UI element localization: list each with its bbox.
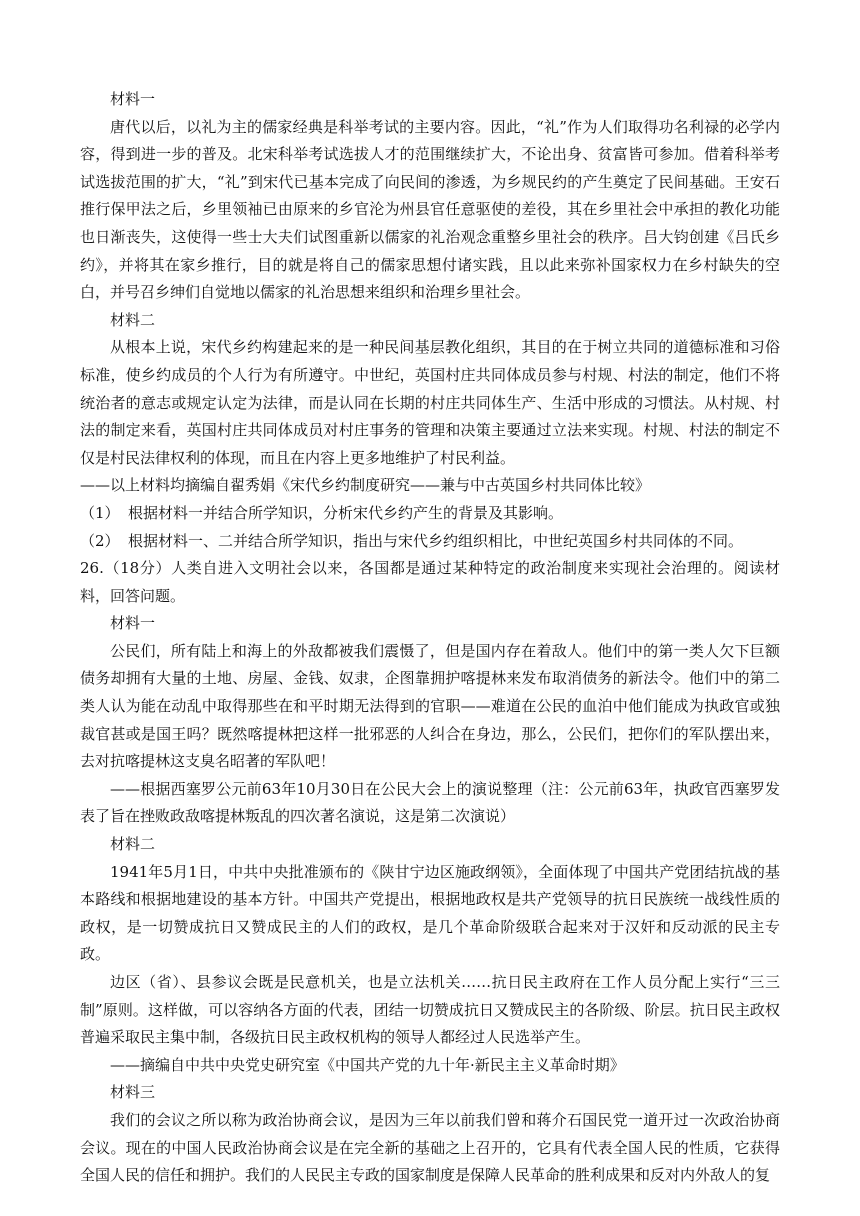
material-label-1: 材料一: [110, 614, 156, 633]
material-paragraph: 边区（省）、县参议会既是民意机关，也是立法机关……抗日民主政府在工作人员分配上实行“三三制”原则。这样做，可以容纳各方面的代表，团结一切赞成抗日又赞成民主的各阶级、阶层。抗日民主政权普遍采取民主集中制，各级抗日民主政权机构的领导人都经过人民选举产生。: [80, 973, 780, 1047]
material-label-3: 材料三: [110, 1083, 156, 1102]
question-number: （1）: [80, 503, 120, 522]
question-text: 根据材料一、二并结合所学知识，指出与宋代乡约组织相比，中世纪英国乡村共同体的不同。: [128, 531, 744, 550]
material-label-2: 材料二: [110, 835, 156, 854]
source-citation: ——根据西塞罗公元前63年10月30日在公民大会上的演说整理（注：公元前63年，执政官西塞罗发表了旨在挫败政敌喀提林叛乱的四次著名演说，这是第二次演说）: [80, 779, 780, 826]
material-label-2: 材料二: [110, 310, 156, 329]
material-paragraph: 唐代以后，以礼为主的儒家经典是科举考试的主要内容。因此，“礼”作为人们取得功名利禄的必学内容，得到进一步的普及。北宋科举考试选拔人才的范围继续扩大，不论出身、贫富皆可参加。借着科举考试选拔范围的扩大，“礼”到宋代已基本完成了向民间的渗透，为乡规民约的产生奠定了民间基础。王安石推行保甲法之后，乡里领袖已由原来的乡官沦为州县官任意驱使的差役，其在乡里社会中承担的教化功能也日渐丧失，这使得一些士大夫们试图重新以儒家的礼治观念重整乡里社会的秩序。吕大钧创建《吕氏乡约》，并将其在家乡推行，目的就是将自己的儒家思想付诸实践，且以此来弥补国家权力在乡村缺失的空白，并号召乡绅们自觉地以儒家的礼治思想来组织和治理乡里社会。: [80, 117, 780, 302]
question-text: 根据材料一并结合所学知识，分析宋代乡约产生的背景及其影响。: [128, 503, 564, 522]
material-paragraph: 我们的会议之所以称为政治协商会议，是因为三年以前我们曾和蒋介石国民党一道开过一次政治协商会议。现在的中国人民政治协商会议是在完全新的基础之上召开的，它具有代表全国人民的性质，它获得全国人民的信任和拥护。我们的人民民主专政的国家制度是保障人民革命的胜利成果和反对内外敌人的复: [80, 1110, 780, 1185]
source-citation: ——以上材料均摘编自翟秀娟《宋代乡约制度研究——兼与中古英国乡村共同体比较》: [80, 476, 651, 495]
question-item: [80, 500, 780, 528]
material-paragraph: 1941年5月1日，中共中央批准颁布的《陕甘宁边区施政纲领》，全面体现了中国共产党团结抗战的基本路线和根据地建设的基本方针。中国共产党提出，根据地政权是共产党领导的抗日民族统一战线性质的政权，是一切赞成抗日又赞成民主的人们的政权，是几个革命阶级联合起来对于汉奸和反动派的民主专政。: [80, 862, 780, 964]
exam-page: [80, 86, 780, 1190]
question-item: [80, 528, 780, 556]
question-heading-26: 26.（18分）人类自进入文明社会以来，各国都是通过某种特定的政治制度来实现社会治理的。阅读材料，回答问题。: [80, 559, 780, 605]
material-paragraph: 从根本上说，宋代乡约构建起来的是一种民间基层教化组织，其目的在于树立共同的道德标准和习俗标准，使乡约成员的个人行为有所遵守。中世纪，英国村庄共同体成员参与村规、村法的制定，他们不将统治者的意志或规定认定为法律，而是认同在长期的村庄共同体生产、生活中形成的习惯法。从村规、村法的制定来看，英国村庄共同体成员对村庄事务的管理和决策主要通过立法来实现。村规、村法的制定不仅是村民法律权利的体现，而且在内容上更多地维护了村民利益。: [80, 338, 780, 467]
source-citation: ——摘编自中共中央党史研究室《中国共产党的九十年·新民主主义革命时期》: [110, 1055, 625, 1074]
material-paragraph: 公民们，所有陆上和海上的外敌都被我们震慑了，但是国内存在着敌人。他们中的第一类人欠下巨额债务却拥有大量的土地、房屋、金钱、奴隶，企图靠拥护喀提林来发布取消债务的新法令。他们中的第二类人认为能在动乱中取得那些在和平时期无法得到的官职——难道在公民的血泊中他们能成为执政官或独裁官甚或是国王吗？既然喀提林把这样一批邪恶的人纠合在身边，那么，公民们，把你们的军队摆出来，去对抗喀提林这支臭名昭著的军队吧！: [80, 641, 780, 771]
material-label-1: 材料一: [110, 90, 156, 108]
question-number: （2）: [80, 531, 120, 550]
